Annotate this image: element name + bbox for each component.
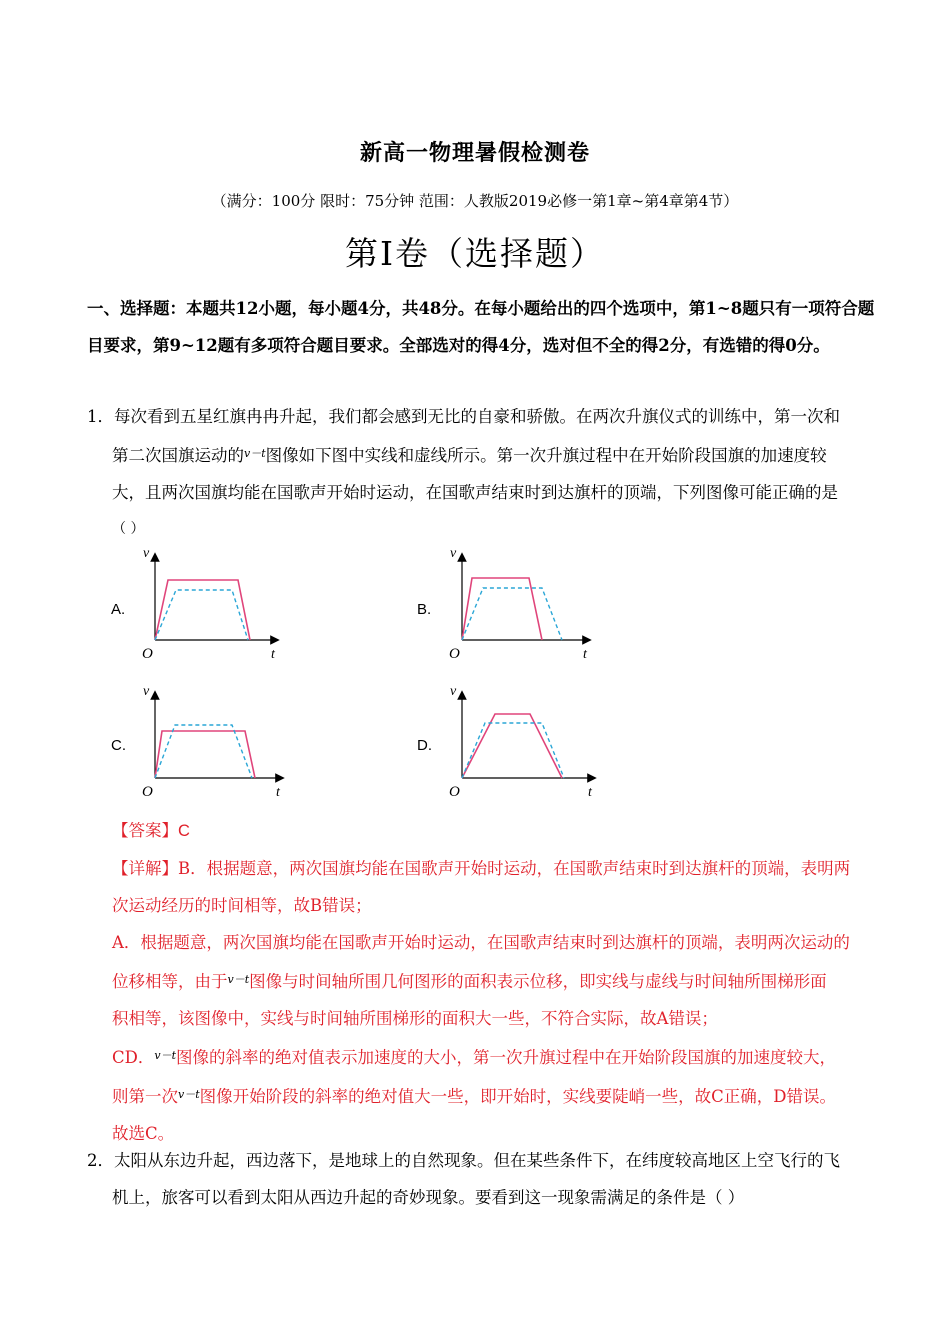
option-label-c: C.: [111, 737, 126, 754]
axis-label-v: v: [143, 684, 150, 699]
detail-tag: 【详解】: [112, 859, 178, 878]
question-text: 机上，旅客可以看到太阳从西边升起的奇妙现象。要看到这一现象需满足的条件是（ ）: [112, 1188, 745, 1207]
origin-label: O: [449, 784, 460, 800]
detail-text: 则第一次: [112, 1087, 178, 1106]
vt-symbol: v－t: [154, 1049, 176, 1062]
option-a-graph: [135, 545, 285, 665]
vt-symbol: v－t: [244, 447, 266, 460]
answer-tag: 【答案】: [112, 821, 178, 840]
origin-label: O: [142, 784, 153, 800]
volume-title: 第Ⅰ卷（选择题）: [344, 234, 606, 273]
question-1: [87, 398, 877, 548]
question-number: 2．: [87, 1151, 114, 1170]
detail-text: CD．: [112, 1048, 155, 1067]
dashed-line: [155, 590, 248, 640]
option-label-a: A.: [111, 601, 126, 618]
question-text: 图像如下图中实线和虚线所示。第一次升旗过程中在开始阶段国旗的加速度较: [265, 446, 827, 465]
page-title: 新高一物理暑假检测卷: [359, 140, 590, 166]
detail-text: 次运动经历的时间相等，故B错误；: [112, 896, 372, 915]
axis-label-t: t: [588, 785, 592, 800]
dashed-line: [462, 588, 562, 640]
origin-label: O: [449, 646, 460, 662]
question-2: [87, 1142, 877, 1216]
axis-label-v: v: [450, 546, 457, 561]
option-label-d: D.: [417, 737, 432, 754]
vt-symbol: v－t: [227, 973, 250, 986]
axis-label-t: t: [276, 785, 280, 800]
dashed-line: [155, 725, 252, 778]
option-c-graph: [135, 683, 290, 803]
axis-label-t: t: [583, 647, 587, 662]
option-d-graph: [442, 683, 602, 803]
exam-info: （满分：100分 限时：75分钟 范围：人教版2019必修一第1章~第4章第4节）: [211, 192, 739, 210]
option-label-b: B.: [417, 601, 432, 618]
question-number: 1．: [87, 407, 114, 426]
detail-text: 位移相等，由于: [112, 972, 228, 991]
axis-label-v: v: [450, 684, 457, 699]
answer-block: [112, 812, 882, 1152]
axis-label-v: v: [143, 546, 150, 561]
answer-value: C: [178, 822, 190, 840]
solid-line: [155, 580, 250, 640]
detail-text: 故选C。: [112, 1124, 175, 1143]
section-instructions: 一、选择题：本题共12小题，每小题4分，共48分。在每小题给出的四个选项中，第1~8题只有一项符合题目要求，第9~12题有多项符合题目要求。全部选对的得4分，选对但不全的得2分，有选错的得0分。: [87, 299, 875, 355]
option-b-graph: [442, 545, 597, 665]
detail-text: 图像与时间轴所围几何图形的面积表示位移，即实线与虚线与时间轴所围梯形面: [249, 972, 827, 991]
origin-label: O: [142, 646, 153, 662]
question-text: 大，且两次国旗均能在国歌声开始时运动，在国歌声结束时到达旗杆的顶端，下列图像可能正确的是: [112, 483, 838, 502]
question-text: 太阳从东边升起，西边落下，是地球上的自然现象。但在某些条件下，在纬度较高地区上空飞行的飞: [114, 1151, 840, 1170]
question-text: 第二次国旗运动的: [112, 446, 244, 465]
answer-blank: （ ）: [112, 521, 145, 537]
detail-text: A．根据题意，两次国旗均能在国歌声开始时运动，在国歌声结束时到达旗杆的顶端，表明两次运动的: [112, 933, 850, 952]
detail-text: 积相等，该图像中，实线与时间轴所围梯形的面积大一些，不符合实际，故A错误；: [112, 1009, 718, 1028]
detail-text: 图像开始阶段的斜率的绝对值大一些，即开始时，实线要陡峭一些，故C正确，D错误。: [199, 1087, 836, 1106]
axis-label-t: t: [271, 647, 275, 662]
question-text: 每次看到五星红旗冉冉升起，我们都会感到无比的自豪和骄傲。在两次升旗仪式的训练中，第一次和: [114, 407, 840, 426]
detail-text: 图像的斜率的绝对值表示加速度的大小，第一次升旗过程中在开始阶段国旗的加速度较大，: [176, 1048, 836, 1067]
detail-text: B．根据题意，两次国旗均能在国歌声开始时运动，在国歌声结束时到达旗杆的顶端，表明两: [178, 859, 851, 878]
solid-line: [462, 578, 542, 640]
vt-symbol: v－t: [178, 1088, 200, 1101]
